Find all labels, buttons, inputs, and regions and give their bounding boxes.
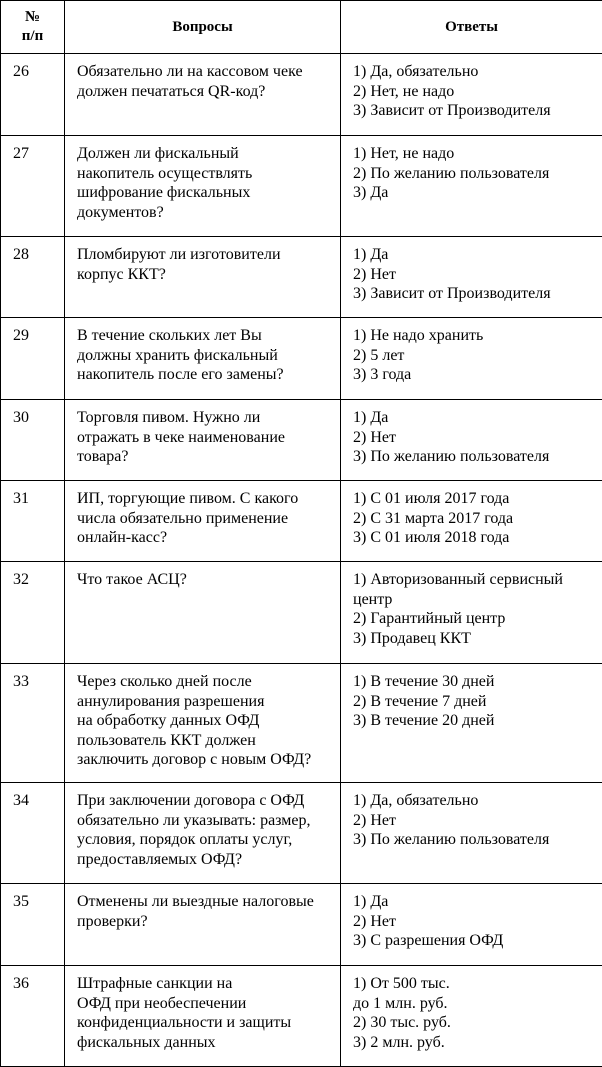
answers-cell [341, 400, 602, 481]
row-number: 27 [1, 136, 65, 237]
question-line: обязательно ли указывать: размер, [77, 811, 334, 831]
row-number: 31 [1, 481, 65, 562]
question-line: Через сколько дней после [77, 672, 334, 692]
answer-option: 3) По желанию пользователя [353, 830, 598, 850]
question-line: корпус ККТ? [77, 265, 334, 285]
answer-option: 1) Да [353, 245, 598, 265]
question-line: Штрафные санкции на [77, 974, 334, 994]
row-number: 30 [1, 400, 65, 481]
answer-option: 3) С 01 июля 2018 года [353, 528, 598, 548]
row-number: 28 [1, 237, 65, 318]
answer-option: 1) Нет, не надо [353, 144, 598, 164]
question-line: должен печататься QR-код? [77, 82, 334, 102]
answer-option: 1) От 500 тыс. [353, 974, 598, 994]
question-cell [65, 481, 341, 562]
answer-option: 2) Нет [353, 428, 598, 448]
question-line: отражать в чеке наименование [77, 428, 334, 448]
answer-option: 3) 3 года [353, 365, 598, 385]
question-cell [65, 54, 341, 136]
answer-option: 2) Нет [353, 912, 598, 932]
row-number: 33 [1, 664, 65, 783]
question-line: Должен ли фискальный [77, 144, 334, 164]
row-number: 32 [1, 562, 65, 664]
answer-option: 2) По желанию пользователя [353, 164, 598, 184]
question-line: онлайн-касс? [77, 528, 334, 548]
answer-option: 1) С 01 июля 2017 года [353, 489, 598, 509]
question-line: Отменены ли выездные налоговые [77, 892, 334, 912]
answer-option: 1) В течение 30 дней [353, 672, 598, 692]
answer-option: 2) С 31 марта 2017 года [353, 509, 598, 529]
question-line: шифрование фискальных [77, 183, 334, 203]
question-line: проверки? [77, 912, 334, 932]
table-row [1, 481, 602, 562]
question-line: на обработку данных ОФД [77, 711, 334, 731]
question-line: должны хранить фискальный [77, 346, 334, 366]
answer-option: 2) Нет, не надо [353, 82, 598, 102]
question-cell [65, 400, 341, 481]
answers-cell [341, 318, 602, 400]
question-line: накопитель после его замены? [77, 365, 334, 385]
question-cell [65, 237, 341, 318]
answer-option: 3) Да [353, 183, 598, 203]
answer-option: 2) В течение 7 дней [353, 692, 598, 712]
answer-option: 1) Да [353, 408, 598, 428]
question-cell [65, 664, 341, 783]
header-questions: Вопросы [65, 1, 341, 54]
question-line: Пломбируют ли изготовители [77, 245, 334, 265]
answer-option: 2) Гарантийный центр [353, 609, 598, 629]
question-cell [65, 783, 341, 884]
question-line: Что такое АСЦ? [77, 570, 334, 590]
answers-cell [341, 884, 602, 966]
answers-cell [341, 664, 602, 783]
answer-option: 1) Да, обязательно [353, 62, 598, 82]
question-cell [65, 966, 341, 1067]
header-number [1, 1, 65, 54]
question-line: пользователь ККТ должен [77, 731, 334, 751]
answers-cell [341, 136, 602, 237]
question-line: Торговля пивом. Нужно ли [77, 408, 334, 428]
table-row [1, 664, 602, 783]
question-cell [65, 562, 341, 664]
question-cell [65, 136, 341, 237]
answer-option: до 1 млн. руб. [353, 994, 598, 1014]
question-line: накопитель осуществлять [77, 164, 334, 184]
table-row [1, 237, 602, 318]
table-row [1, 783, 602, 884]
answers-cell [341, 481, 602, 562]
answer-option: 2) 5 лет [353, 346, 598, 366]
row-number: 34 [1, 783, 65, 884]
row-number: 36 [1, 966, 65, 1067]
answers-cell [341, 783, 602, 884]
answer-option: 1) Не надо хранить [353, 326, 598, 346]
table-row [1, 54, 602, 136]
question-line: Обязательно ли на кассовом чеке [77, 62, 334, 82]
question-line: условия, порядок оплаты услуг, [77, 830, 334, 850]
question-cell [65, 318, 341, 400]
header-answers: Ответы [341, 1, 602, 54]
question-line: аннулирования разрешения [77, 692, 334, 712]
answer-option: 3) По желанию пользователя [353, 447, 598, 467]
row-number: 35 [1, 884, 65, 966]
answer-option: 2) Нет [353, 265, 598, 285]
question-line: числа обязательно применение [77, 509, 334, 529]
header-number-symbol: № [1, 8, 64, 27]
table-row [1, 400, 602, 481]
table-row [1, 884, 602, 966]
question-line: заключить договор с новым ОФД? [77, 750, 334, 770]
answer-option: центр [353, 590, 598, 610]
question-line: В течение скольких лет Вы [77, 326, 334, 346]
table-row [1, 966, 602, 1067]
question-line: документов? [77, 203, 334, 223]
answer-option: 3) Продавец ККТ [353, 629, 598, 649]
table-header-row [1, 1, 602, 54]
row-number: 29 [1, 318, 65, 400]
answer-option: 3) 2 млн. руб. [353, 1033, 598, 1053]
question-line: ИП, торгующие пивом. С какого [77, 489, 334, 509]
table-row [1, 318, 602, 400]
answers-cell [341, 237, 602, 318]
answer-option: 3) В течение 20 дней [353, 711, 598, 731]
answer-option: 1) Авторизованный сервисный [353, 570, 598, 590]
answers-cell [341, 562, 602, 664]
table-row [1, 562, 602, 664]
table-row [1, 136, 602, 237]
answer-option: 1) Да [353, 892, 598, 912]
question-line: фискальных данных [77, 1033, 334, 1053]
row-number: 26 [1, 54, 65, 136]
answers-cell [341, 966, 602, 1067]
answers-cell [341, 54, 602, 136]
question-line: предоставляемых ОФД? [77, 850, 334, 870]
answer-option: 3) Зависит от Производителя [353, 101, 598, 121]
answer-option: 1) Да, обязательно [353, 791, 598, 811]
question-cell [65, 884, 341, 966]
question-line: При заключении договора с ОФД [77, 791, 334, 811]
answer-option: 2) Нет [353, 811, 598, 831]
table-body [1, 54, 602, 1067]
question-line: конфиденциальности и защиты [77, 1013, 334, 1033]
header-number-abbr: п/п [1, 27, 64, 46]
question-line: ОФД при необеспечении [77, 994, 334, 1014]
answer-option: 3) Зависит от Производителя [353, 284, 598, 304]
answer-option: 3) С разрешения ОФД [353, 931, 598, 951]
answer-option: 2) 30 тыс. руб. [353, 1013, 598, 1033]
question-line: товара? [77, 447, 334, 467]
